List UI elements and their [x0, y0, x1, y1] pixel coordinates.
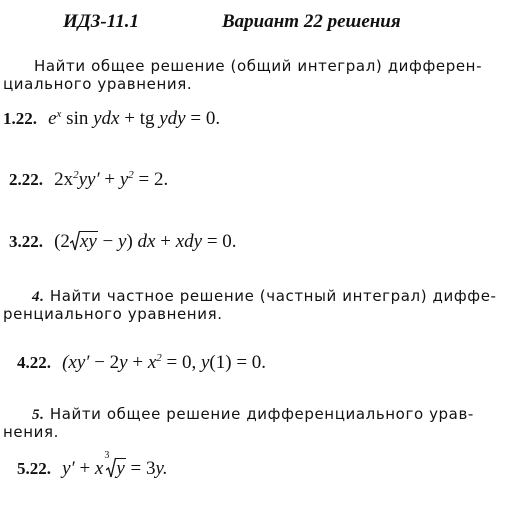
problem-4	[17, 352, 266, 374]
problem-1	[3, 108, 220, 130]
task5-line2: нения.	[3, 423, 59, 441]
problem-number: 2.22.	[9, 170, 43, 189]
cube-root-sign: 3 y	[104, 450, 125, 479]
header-right: Вариант 22 решения	[222, 11, 401, 32]
problem-number: 3.22.	[9, 232, 43, 251]
task4-line1: 4. Найти частное решение (частный интеграл) диффе-	[32, 287, 497, 305]
sqrt-sign: xy	[70, 231, 98, 253]
task4-line2: ренциального уравнения.	[3, 305, 223, 323]
equation: $e^x$ sin ydx + tg ydy = 0.	[48, 108, 221, 129]
problem-2	[9, 169, 168, 191]
problem-5	[17, 450, 168, 480]
task5-line1: 5. Найти общее решение дифференциального урав-	[32, 405, 474, 423]
equation: ($xy' - 2y + x^2 = 0$, y(1) = 0.	[62, 352, 267, 373]
task1-line1: Найти общее решение (общий интеграл) дифферен-	[34, 57, 483, 75]
header-left: ИДЗ-11.1	[63, 11, 139, 32]
equation: (2 xy − y) dx + xdy = 0.	[54, 231, 237, 252]
problem-number: 1.22.	[3, 109, 37, 128]
equation: y′ + x 3 y = 3y.	[62, 450, 168, 479]
task1-line2: циального уравнения.	[3, 75, 193, 93]
problem-number: 5.22.	[17, 459, 51, 478]
problem-3	[9, 231, 237, 253]
equation: $2x^2yy' + y^2 = 2$.	[54, 169, 169, 190]
problem-number: 4.22.	[17, 353, 51, 372]
